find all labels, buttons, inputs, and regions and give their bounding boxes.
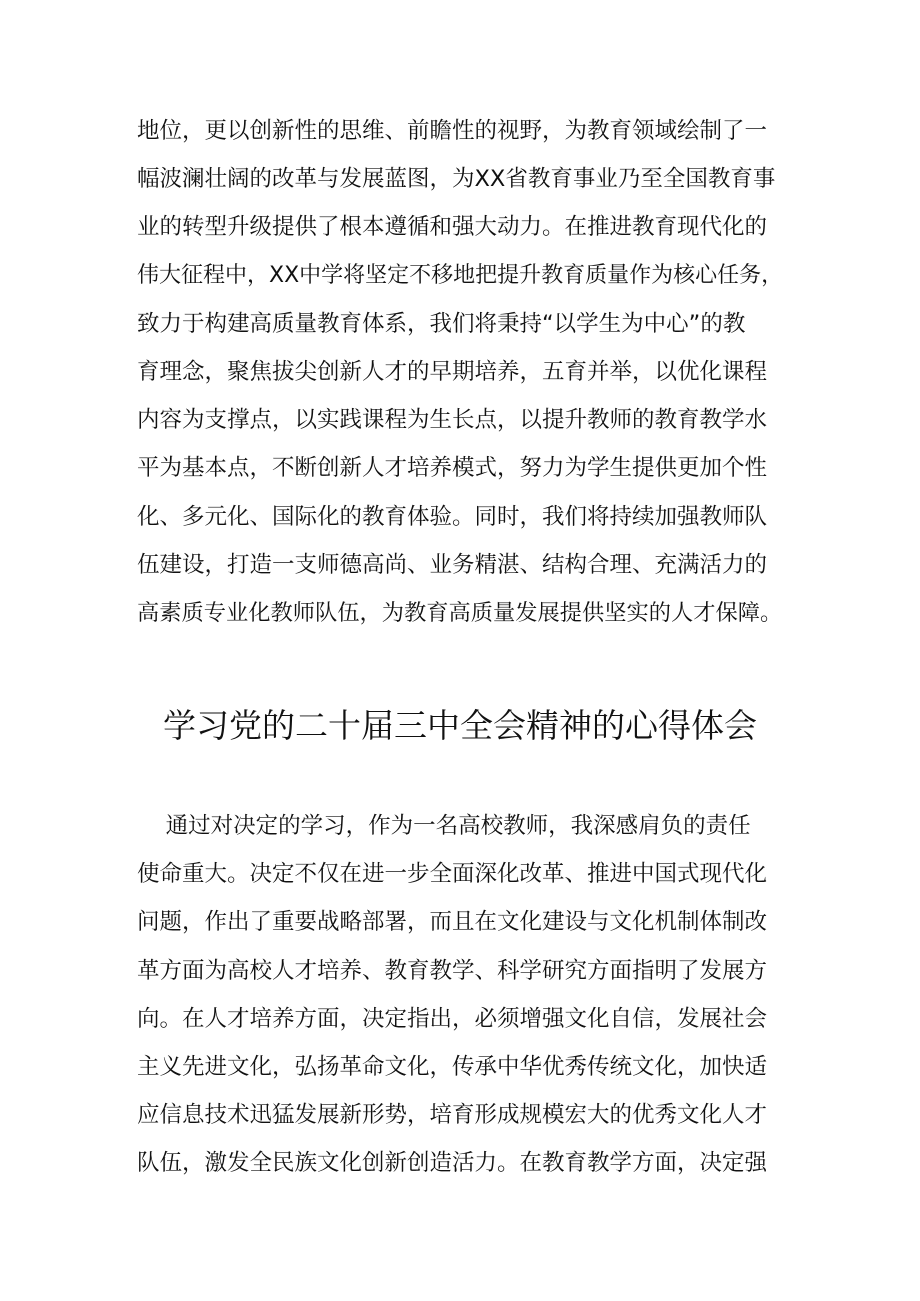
section-title: 学习党的二十届三中全会精神的心得体会 [163, 706, 757, 745]
paragraph-line: 内容为支撑点，以实践课程为生长点，以提升教师的教育教学水 [137, 407, 768, 434]
paragraph-line: 幅波澜壮阔的改革与发展蓝图，为XX省教育事业乃至全国教育事 [137, 166, 776, 193]
paragraph-line: 应信息技术迅猛发展新形势，培育形成规模宏大的优秀文化人才 [137, 1102, 768, 1129]
paragraph-line: 高素质专业化教师队伍，为教育高质量发展提供坚实的人才保障。 [137, 599, 783, 626]
paragraph-line: 通过对决定的学习，作为一名高校教师，我深感肩负的责任 [137, 813, 751, 839]
paragraph-line: 化、多元化、国际化的教育体验。同时，我们将持续加强教师队 [137, 503, 768, 530]
body-paragraph-1 [137, 107, 787, 637]
paragraph-line: 问题，作出了重要战略部署，而且在文化建设与文化机制体制改 [137, 909, 768, 936]
paragraph-line: 致力于构建高质量教育体系，我们将秉持“以学生为中心”的教 [137, 310, 746, 337]
paragraph-line: 伍建设，打造一支师德高尚、业务精湛、结构合理、充满活力的 [137, 551, 768, 578]
paragraph-line: 使命重大。决定不仅在进一步全面深化改革、推进中国式现代化 [137, 861, 768, 888]
body-paragraph-2 [137, 802, 787, 1188]
paragraph-line: 革方面为高校人才培养、教育教学、科学研究方面指明了发展方 [137, 957, 768, 984]
paragraph-line: 平为基本点，不断创新人才培养模式，努力为学生提供更加个性 [137, 455, 768, 482]
paragraph-line: 主义先进文化，弘扬革命文化，传承中华优秀传统文化，加快适 [137, 1053, 768, 1080]
paragraph-line: 育理念，聚焦拔尖创新人才的早期培养，五育并举，以优化课程 [137, 358, 768, 385]
paragraph-line: 业的转型升级提供了根本遵循和强大动力。在推进教育现代化的 [137, 214, 768, 241]
paragraph-line: 地位，更以创新性的思维、前瞻性的视野，为教育领域绘制了一 [137, 118, 768, 144]
paragraph-line: 向。在人才培养方面，决定指出，必须增强文化自信，发展社会 [137, 1005, 768, 1032]
paragraph-line: 队伍，激发全民族文化创新创造活力。在教育教学方面，决定强 [137, 1150, 768, 1177]
paragraph-line: 伟大征程中，XX中学将坚定不移地把提升教育质量作为核心任务， [137, 262, 784, 288]
